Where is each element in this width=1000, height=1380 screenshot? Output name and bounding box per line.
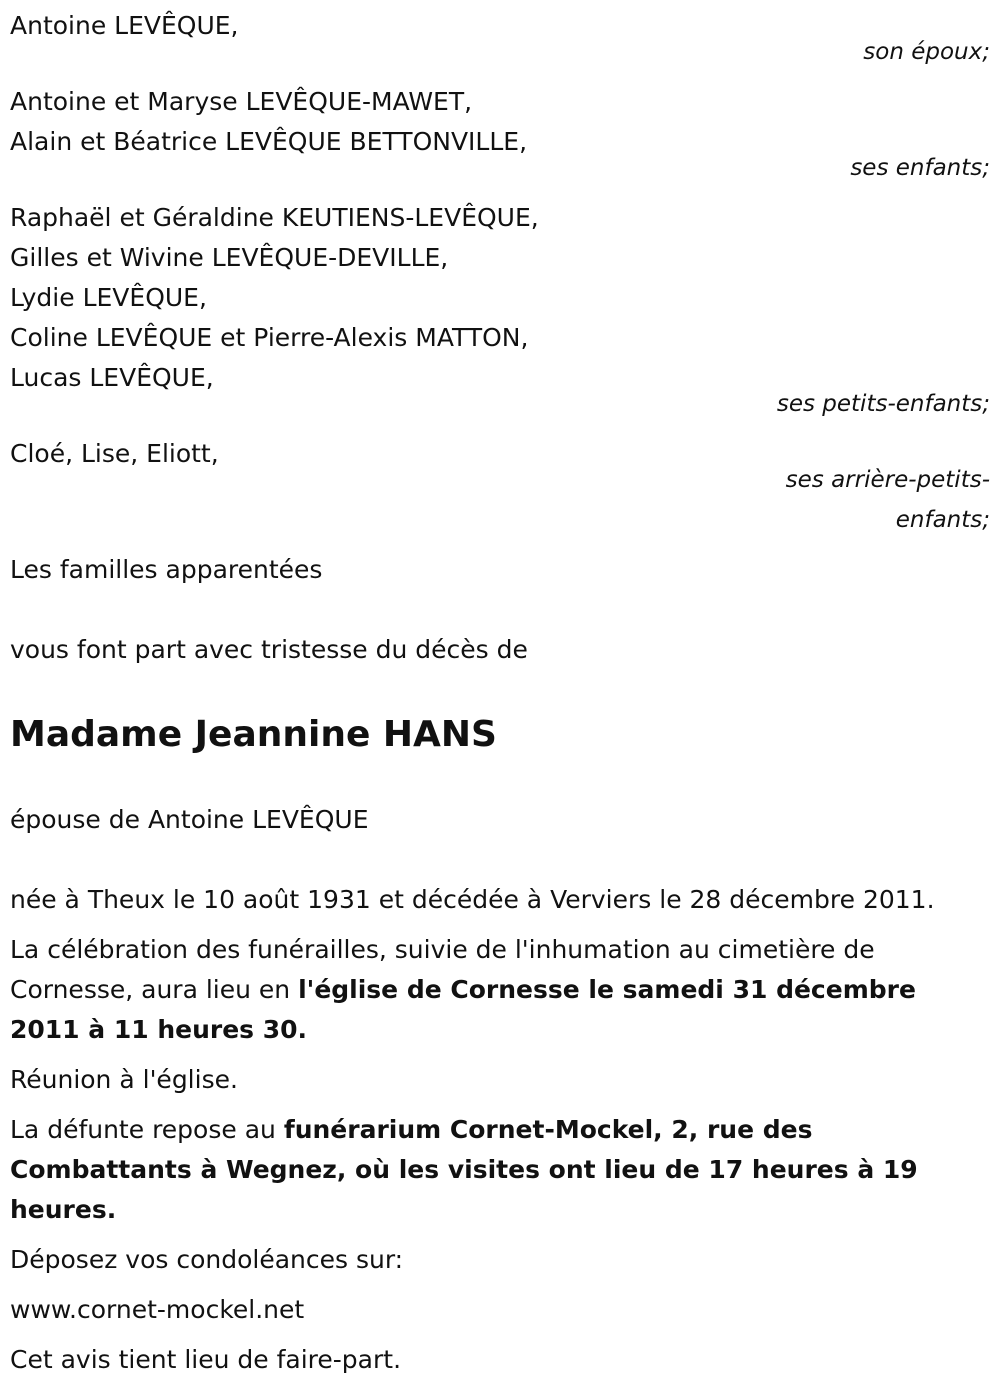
ceremony-details: l'église de Cornesse le samedi 31 décembre 2011 à 11 heures 30.	[10, 975, 916, 1044]
related-families: Les familles apparentées	[10, 555, 323, 584]
child-name: Antoine et Maryse LEVÊQUE-MAWET,	[10, 87, 473, 116]
grandchild-name: Lydie LEVÊQUE,	[10, 283, 207, 312]
website-link[interactable]: www.cornet-mockel.net	[10, 1295, 305, 1324]
spouse-of-text: épouse de Antoine LEVÊQUE	[10, 805, 369, 834]
grandchild-name: Coline LEVÊQUE et Pierre-Alexis MATTON,	[10, 323, 529, 352]
deceased-name: Madame Jeannine HANS	[10, 714, 497, 755]
children-role: ses enfants;	[850, 155, 990, 181]
repose-details: funérarium Cornet-Mockel, 2, rue des Combattants à Wegnez, où les visites ont lieu de 17 heures à 19 heures.	[10, 1115, 918, 1224]
ceremony-paragraph	[10, 930, 990, 1050]
great-grandchild-names: Cloé, Lise, Eliott,	[10, 439, 219, 468]
spouse-name: Antoine LEVÊQUE,	[10, 11, 239, 40]
grandchild-name: Lucas LEVÊQUE,	[10, 363, 214, 392]
spouse-role: son époux;	[863, 39, 990, 65]
closing-text: Cet avis tient lieu de faire-part.	[10, 1345, 402, 1374]
repose-text: La défunte repose au	[10, 1115, 284, 1144]
grandchildren-role: ses petits-enfants;	[776, 391, 990, 417]
ceremony-text: La célébration des funérailles, suivie de l'inhumation au cimetière de Cornesse, aura lieu en	[10, 935, 875, 1004]
meeting-text: Réunion à l'église.	[10, 1065, 238, 1094]
great-grandchildren-role-line1: ses arrière-petits-	[785, 467, 990, 493]
grandchild-name: Gilles et Wivine LEVÊQUE-DEVILLE,	[10, 243, 449, 272]
birth-death-text: née à Theux le 10 août 1931 et décédée à Verviers le 28 décembre 2011.	[10, 885, 935, 914]
child-name: Alain et Béatrice LEVÊQUE BETTONVILLE,	[10, 127, 528, 156]
condolences-label: Déposez vos condoléances sur:	[10, 1245, 404, 1274]
grandchild-name: Raphaël et Géraldine KEUTIENS-LEVÊQUE,	[10, 203, 539, 232]
great-grandchildren-role-line2: enfants;	[895, 507, 990, 533]
announcement-text: vous font part avec tristesse du décès de	[10, 635, 528, 664]
repose-paragraph	[10, 1110, 990, 1230]
